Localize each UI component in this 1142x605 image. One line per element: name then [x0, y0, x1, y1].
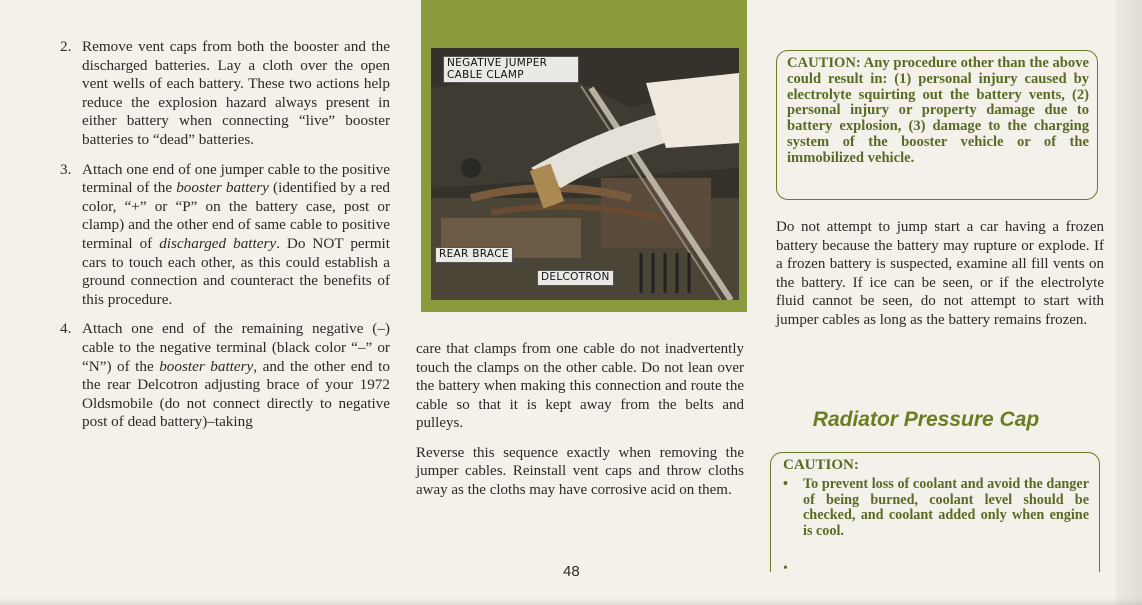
step-number: 3.: [60, 160, 72, 178]
middle-paragraph-1: care that clamps from one cable do not inadvertently touch the clamps on the other cable. Do not lean over the battery when making this connection and route the cable so that it is kept away from the belts and pulleys.: [416, 341, 744, 431]
booster-battery-emphasis: booster battery: [159, 357, 254, 375]
engine-photo: [431, 48, 739, 300]
rear-brace-label: REAR BRACE: [435, 247, 513, 263]
caution-bullet: [783, 477, 1089, 539]
middle-column: [416, 340, 744, 510]
delcotron-label: DELCOTRON: [537, 270, 614, 286]
section-title: Radiator Pressure Cap: [812, 408, 1040, 431]
middle-paragraph-2: Reverse this sequence exactly when removing the jumper cables. Reinstall vent caps and throw cloths away as the cloths may have corrosive acid on them.: [416, 444, 744, 498]
step-text: Remove vent caps from both the booster and the discharged batteries. Lay a cloth over the open vent wells of each battery. These two actions help reduce the explosion hazard always present in either battery when connecting “live” booster batteries to “dead” batteries.: [82, 38, 390, 148]
caution-box-radiator: [770, 452, 1100, 572]
page-number: 48: [563, 563, 580, 580]
caution-heading: CAUTION:: [783, 457, 859, 473]
step-text: Attach one end of the remaining negative (–) cable to the negative terminal (black color “–” or “N”) of the: [82, 320, 390, 375]
bullet-icon: •: [783, 561, 788, 576]
jump-start-steps: [60, 38, 390, 432]
step-2: [60, 38, 390, 150]
step-number: 4.: [60, 320, 72, 338]
step-4: [60, 320, 390, 432]
frozen-battery-paragraph: Do not attempt to jump start a car having a frozen battery because the battery may rupture or explode. If a frozen battery is suspected, examine all fill vents on the battery. If ice can be seen, or if the electrolyte fluid cannot be seen, do not attempt to start with jumper cables as long as the battery remains frozen.: [776, 219, 1104, 328]
page-shadow: [0, 597, 1142, 605]
caution-text: CAUTION: Any procedure other than the above could result in: (1) personal injury caused by electrolyte squirting out the battery vents, (2) personal injury or property damage due to battery explosion, (3) damage to the charging system of the booster vehicle or of the immobilized vehicle.: [787, 55, 1089, 166]
step-3: [60, 161, 390, 310]
step-text: Attach one end of one jumper cable to the positive terminal of the: [82, 160, 390, 197]
caution-box-battery: [776, 50, 1098, 200]
discharged-battery-emphasis: discharged battery: [159, 234, 277, 252]
step-text: . Do NOT permit cars to touch each other, as this could establish a ground connection and counteract the benefits of this procedure.: [82, 234, 390, 308]
caution-bullet-text: To prevent loss of coolant and avoid the danger of being burned, coolant level should be checked, and coolant added only when engine is cool.: [803, 476, 1089, 539]
left-column: [60, 38, 390, 443]
negative-jumper-clamp-label: NEGATIVE JUMPER CABLE CLAMP: [443, 56, 579, 83]
step-text: , and the other end to the rear Delcotron adjusting brace of your 1972 Oldsmobile (do not connect directly to negative post of dead battery)–taking: [82, 357, 390, 431]
page-edge: [1116, 0, 1142, 605]
booster-battery-emphasis: booster battery: [176, 179, 269, 197]
bullet-icon: •: [783, 476, 788, 492]
step-number: 2.: [60, 38, 72, 55]
step-text: (identified by a red color, “+” or “P” on the battery case, post or clamp) and the other end of same cable to positive terminal of: [82, 179, 391, 252]
